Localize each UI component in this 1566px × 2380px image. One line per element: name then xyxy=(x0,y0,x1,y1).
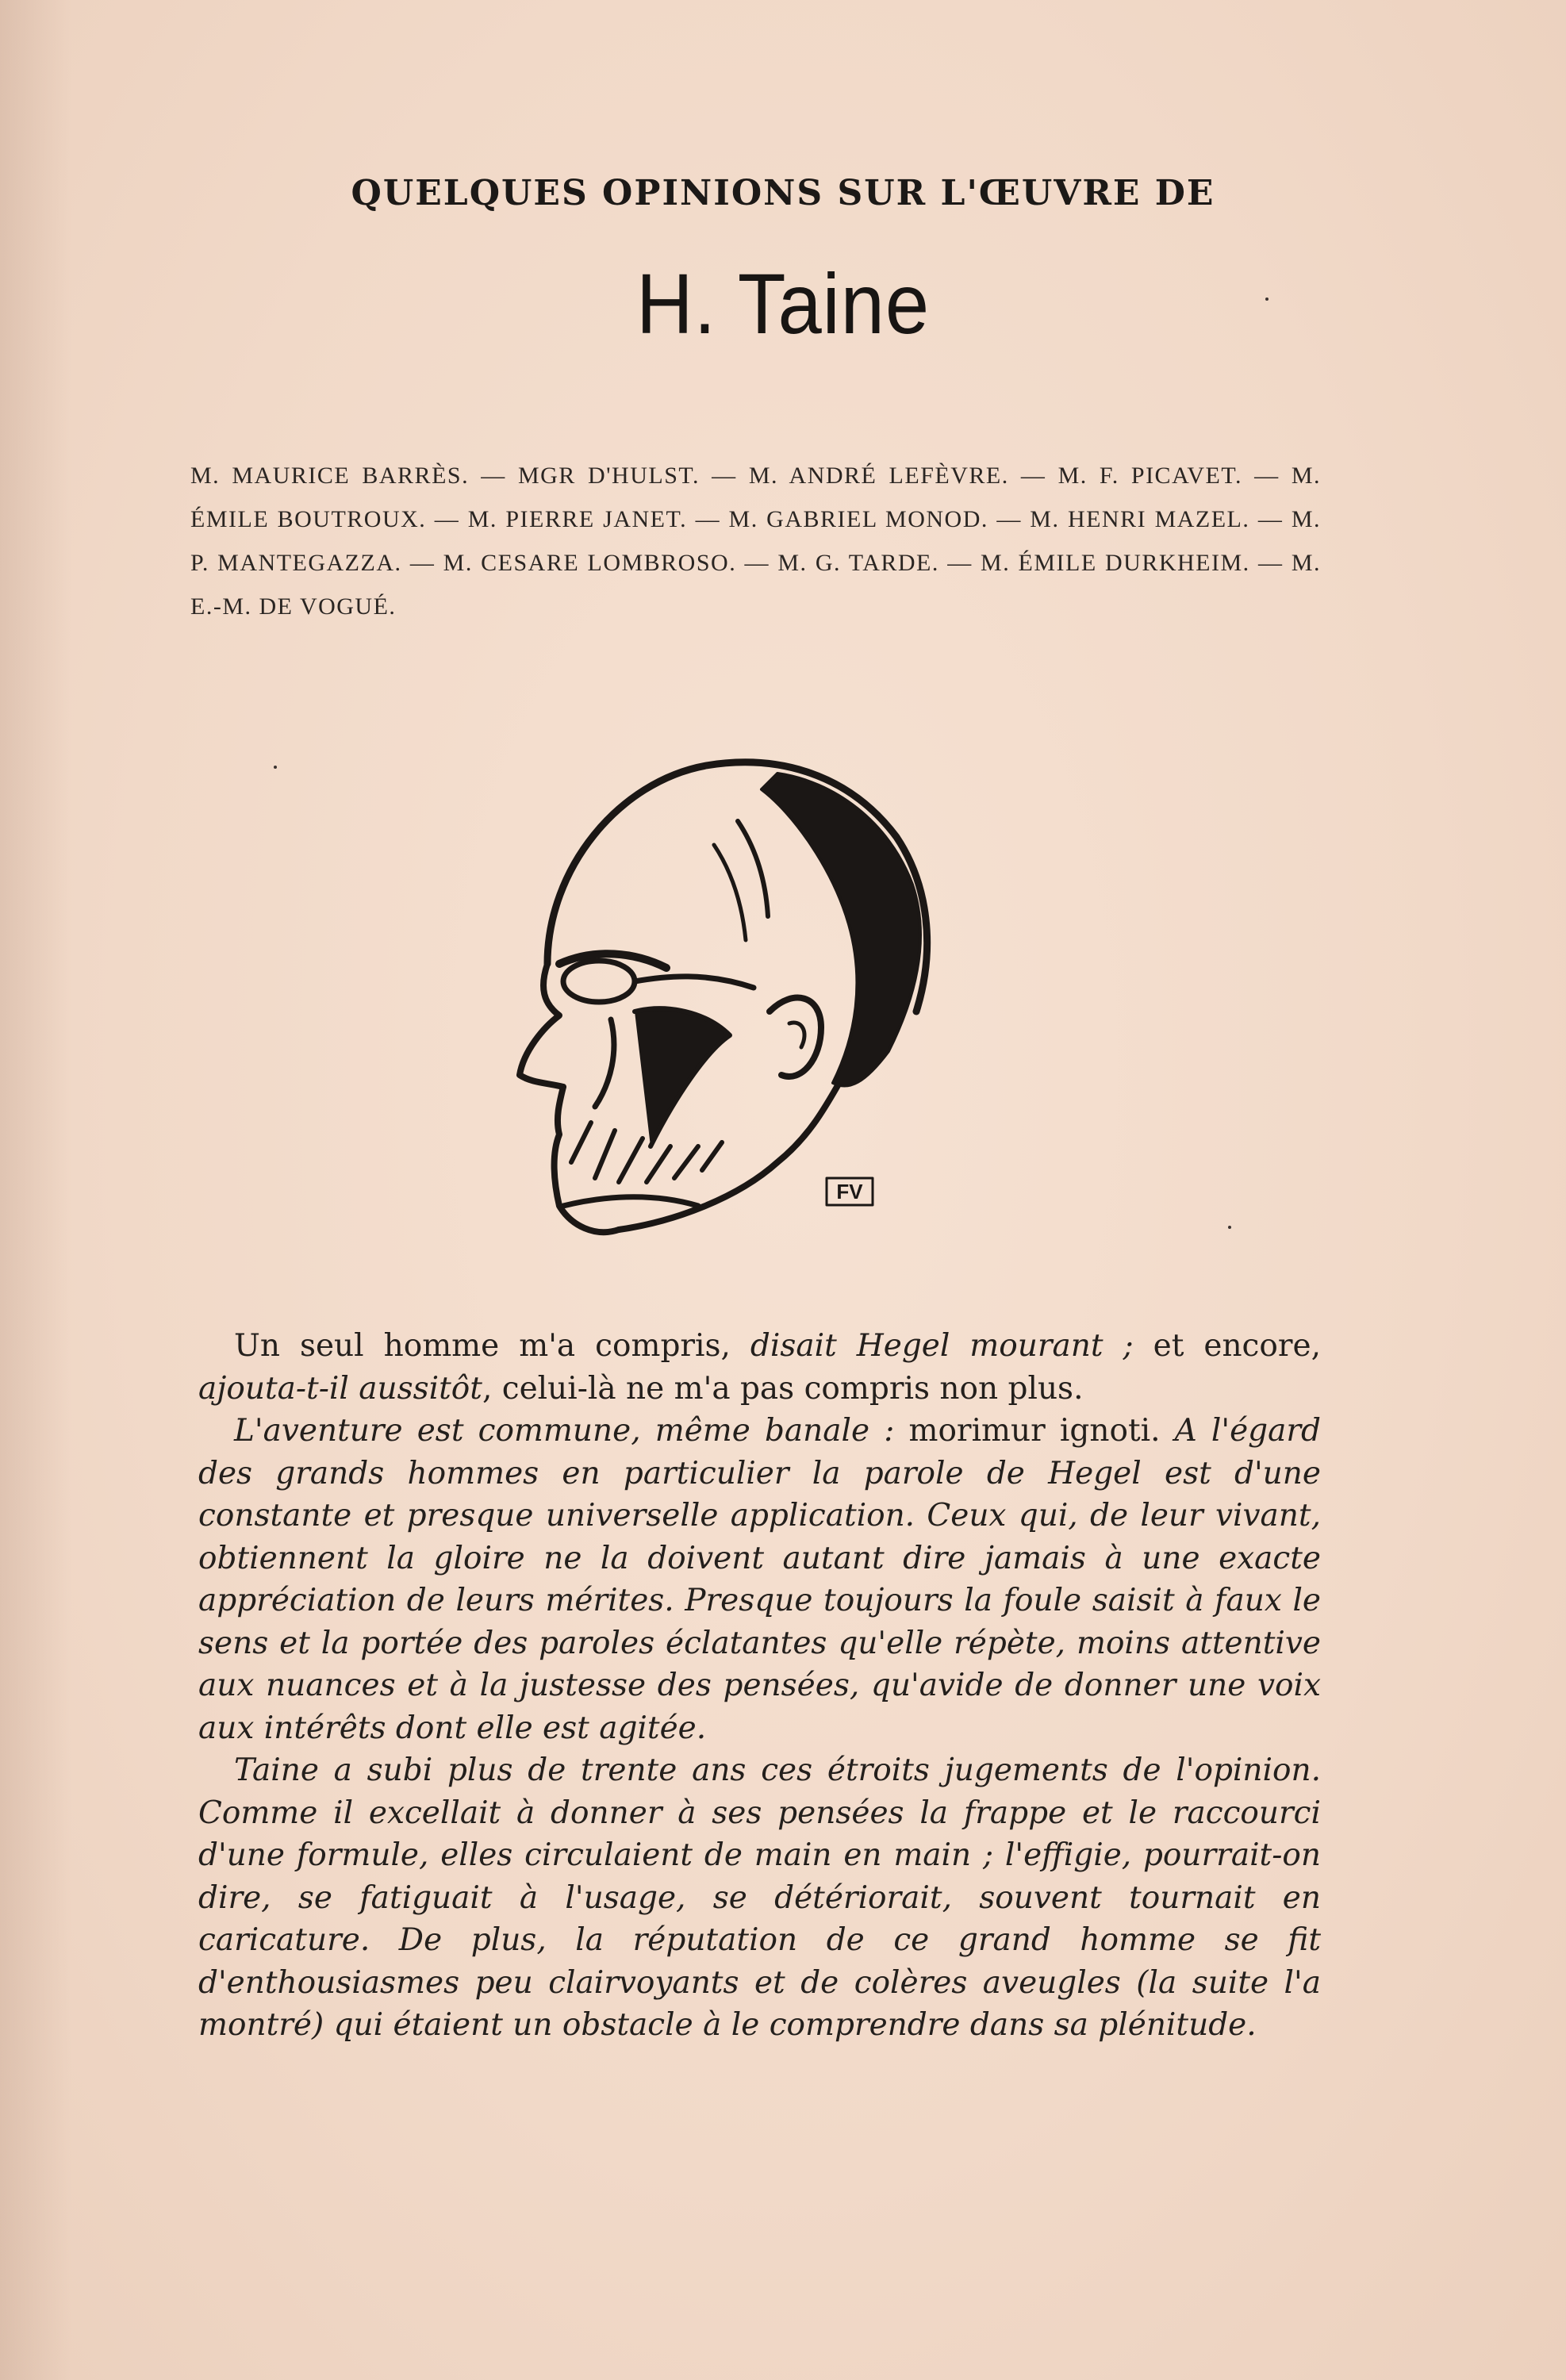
page-header: QUELQUES OPINIONS SUR L'ŒUVRE DE xyxy=(351,173,1215,213)
artist-monogram: FV xyxy=(836,1180,863,1203)
page-gutter-shadow xyxy=(0,0,71,2380)
paper-speck xyxy=(1228,1226,1231,1229)
body-text xyxy=(198,1325,1321,2047)
paragraph-2-part-3: A l'égard des grands hommes en particulier la parole de Hegel est d'une constante et presque universelle application. Ceux qui, de leur vivant, obtiennent la gloire ne la doivent autant dire jamais à une exacte appréciation de leurs mérites. Presque toujours la foule saisit à faux le sens et la portée des paroles éclatantes qu'elle répète, moins attentive aux nuances et à la justesse des pensées, qu'avide de donner une voix aux intérêts dont elle est agitée. xyxy=(198,1413,1321,1746)
page-title: H. Taine xyxy=(635,255,931,351)
paragraph-2-part-1: L'aventure est commune, même banale : xyxy=(234,1413,895,1449)
paragraph-3 xyxy=(198,1749,1321,2047)
paragraph-2 xyxy=(198,1410,1321,1749)
contributors-list: M. MAURICE BARRÈS. — MGR D'HULST. — M. ANDRÉ LEFÈVRE. — M. F. PICAVET. — M. ÉMILE BOUTROUX. — M. PIERRE JANET. — M. GABRIEL MONOD. — M. HENRI MAZEL. — M. P. MANTEGAZZA. — M. CESARE LOMBROSO. — M. G. TARDE. — M. ÉMILE DURKHEIM. — M. E.-M. DE VOGUÉ. xyxy=(190,463,1321,620)
paragraph-1-part-1: Un seul homme m'a compris, xyxy=(234,1328,750,1364)
paragraph-1-part-2: disait Hegel mourant ; xyxy=(750,1328,1134,1364)
paragraph-2-part-2: morimur ignoti. xyxy=(894,1413,1175,1449)
paragraph-3-text: Taine a subi plus de trente ans ces étroits jugements de l'opinion. Comme il excellait à donner à ses pensées la frappe et le raccourci d'une formule, elles circulaient de main en main ; l'effigie, pourrait-on dire, se fatiguait à l'usage, se détériorait, souvent tournait en caricature. De plus, la réputation de ce grand homme se fit d'enthousiasmes peu clairvoyants et de colères aveugles (la suite l'a montré) qui étaient un obstacle à le comprendre dans sa plénitude. xyxy=(198,1752,1321,2043)
paragraph-1-part-4: ajouta-t-il aussitôt xyxy=(198,1370,482,1407)
paragraph-1 xyxy=(198,1325,1321,1410)
paper-speck xyxy=(274,766,277,769)
portrait-illustration xyxy=(516,750,944,1250)
paragraph-1-part-5: , celui-là ne m'a pas compris non plus. xyxy=(482,1370,1084,1407)
paper-speck xyxy=(1265,298,1269,301)
paragraph-1-part-3: et encore, xyxy=(1133,1328,1321,1364)
